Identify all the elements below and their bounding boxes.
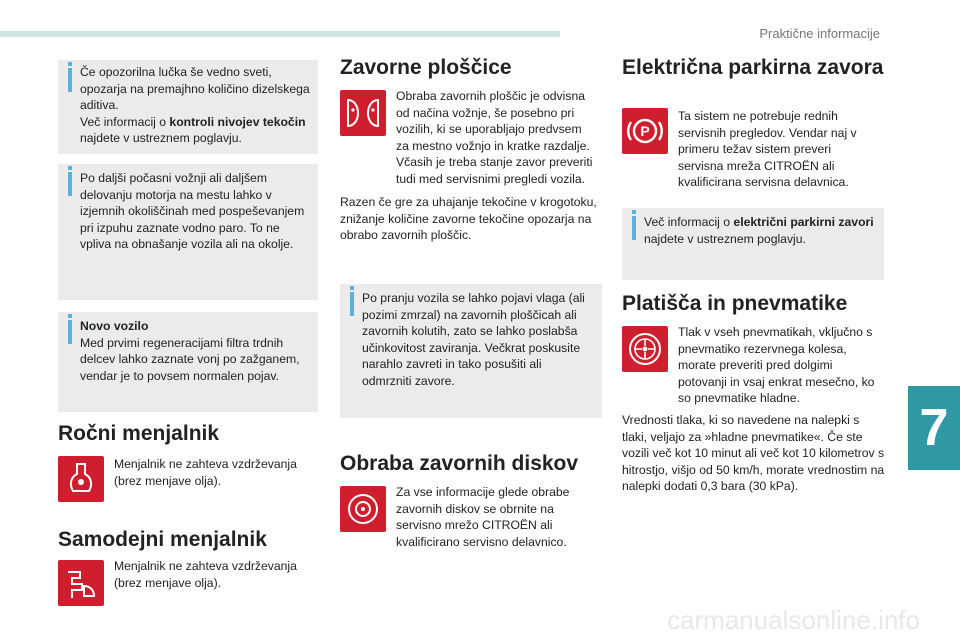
brake-pads-text-2: Razen če gre za uhajanje tekočine v krogotoku, znižanje količine zavorne tekočine opozarja na obrabo zavornih ploščic. (340, 195, 597, 242)
parking-brake-text: Ta sistem ne potrebuje rednih servisnih pregledov. Vendar naj v primeru težav sistem preveri servisna mreža CITROËN ali kvalificirana servisna delavnica. (678, 109, 857, 189)
info-box-additive (58, 60, 318, 154)
heading-brake-pads: Zavorne ploščice (340, 56, 512, 79)
info-text: najdete v ustreznem poglavju. (80, 131, 242, 145)
info-text: najdete v ustreznem poglavju. (644, 231, 806, 246)
manual-gearbox-text: Menjalnik ne zahteva vzdrževanja (brez menjave olja). (114, 457, 297, 488)
heading-wheels-tyres: Platišča in pnevmatike (622, 292, 848, 315)
info-text: Več informacij o (644, 215, 734, 229)
brake-pads-icon (340, 90, 386, 136)
info-text: Med prvimi regeneracijami filtra trdnih delcev lahko zaznate vonj po zažganem, vendar je to povsem normalen pojav. (80, 335, 300, 383)
brake-pads-text: Obraba zavornih ploščic je odvisna od načina vožnje, še posebno pri vozilih, ki se uporabljajo predvsem za mestno vožnjo in kratke razdalje. Včasih je treba stanje zavor preveriti tudi med servisnimi pregledi vozila. (396, 89, 593, 186)
parking-brake-icon (622, 108, 668, 154)
info-text-bold: električni parkirni zavori (733, 215, 874, 229)
automatic-gearbox-icon (58, 560, 104, 606)
heading-manual-gearbox: Ročni menjalnik (58, 422, 220, 445)
wheels-tyres-text: Tlak v vseh pnevmatikah, vključno s pnevmatiko rezervnega kolesa, morate preveriti pred dolgimi potovanji in vsaj enkrat mesečno, ko so pnevmatike hladne. (678, 325, 875, 405)
info-icon (68, 68, 72, 92)
info-text-bold: kontroli nivojev tekočin (169, 114, 306, 129)
wheel-icon (622, 326, 668, 372)
brake-discs-text: Za vse informacije glede obrabe zavornih diskov se obrnite na servisno mrežo CITROËN ali kvalificirano servisno delavnico. (396, 485, 570, 549)
info-icon (68, 172, 72, 196)
manual-gearbox-icon (58, 456, 104, 502)
brake-disc-icon (340, 486, 386, 532)
info-title: Novo vozilo (80, 319, 149, 333)
heading-automatic-gearbox: Samodejni menjalnik (58, 528, 267, 551)
info-text: Po daljši počasni vožnji ali daljšem delovanju motorja na mestu lahko v izjemnih okoliščinah med pospeševanjem pri izpuhu zaznate vodno paro. To ne vpliva na obnašanje vozila ali na okolje. (80, 171, 305, 251)
info-box-steam (58, 164, 318, 300)
info-icon (350, 292, 354, 316)
info-text: Več informacij o (80, 114, 170, 129)
header-bar (0, 31, 560, 37)
wheels-tyres-text-2: Vrednosti tlaka, ki so navedene na nalepki s tlaki, veljajo za »hladne pnevmatike«. Če ste vozili več kot 10 minut ali več kot 10 kilometrov s hitrostjo, višjo od 50 km/h, morate vrednostim na nalepki dodati 0,3 bara (30 kPa). (622, 413, 885, 493)
heading-parking-brake: Električna parkirna zavora (622, 56, 884, 79)
info-icon (632, 216, 636, 240)
chapter-number-tab: 7 (908, 386, 960, 470)
section-title: Praktične informacije (759, 26, 880, 41)
info-box-brake-moisture (340, 284, 602, 418)
info-text: Če opozorilna lučka še vedno sveti, opozarja na premajhno količino dizelskega aditiva. (80, 65, 310, 112)
automatic-gearbox-text: Menjalnik ne zahteva vzdrževanja (brez menjave olja). (114, 559, 297, 590)
info-box-parking-brake (622, 208, 884, 280)
info-icon (68, 320, 72, 344)
info-text: Po pranju vozila se lahko pojavi vlaga (ali pozimi zmrzal) na zavornih ploščicah ali zavornih kolutih, zato se lahko poslabša učinkovitost zaviranja. Večkrat poskusite narahlo zavreti in tako posušiti ali odmrzniti zavore. (362, 291, 585, 388)
info-box-new-vehicle (58, 312, 318, 412)
heading-brake-discs: Obraba zavornih diskov (340, 452, 579, 475)
svg-text:P: P (640, 123, 650, 139)
watermark: carmanualsonline.info (667, 605, 920, 635)
